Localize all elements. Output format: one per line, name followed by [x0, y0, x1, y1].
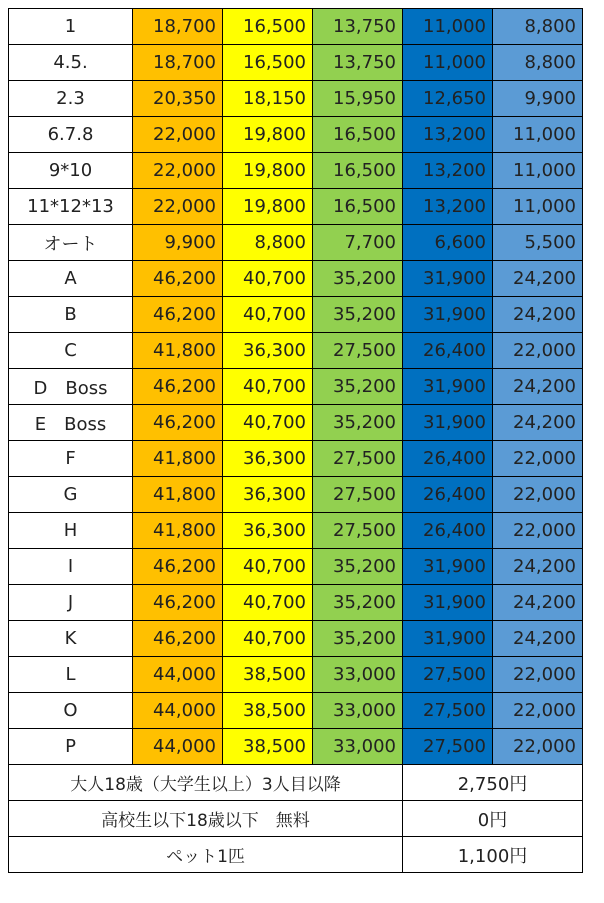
price-cell: 20,350	[133, 81, 223, 117]
price-cell: 8,800	[493, 9, 583, 45]
price-cell: 13,750	[313, 9, 403, 45]
row-label: P	[9, 729, 133, 765]
table-row	[9, 693, 583, 729]
price-cell: 35,200	[313, 297, 403, 333]
price-cell: 27,500	[313, 333, 403, 369]
table-row	[9, 225, 583, 261]
table-row	[9, 333, 583, 369]
footer-value: 0円	[403, 801, 583, 837]
table-row	[9, 297, 583, 333]
price-cell: 41,800	[133, 477, 223, 513]
footer-value: 2,750円	[403, 765, 583, 801]
price-cell: 31,900	[403, 369, 493, 405]
table-row	[9, 369, 583, 405]
price-cell: 35,200	[313, 585, 403, 621]
table-row	[9, 621, 583, 657]
price-cell: 22,000	[133, 117, 223, 153]
price-cell: 18,700	[133, 45, 223, 81]
price-cell: 27,500	[403, 729, 493, 765]
price-cell: 38,500	[223, 693, 313, 729]
price-cell: 31,900	[403, 621, 493, 657]
price-cell: 9,900	[133, 225, 223, 261]
price-cell: 26,400	[403, 513, 493, 549]
price-cell: 18,150	[223, 81, 313, 117]
table-row	[9, 585, 583, 621]
row-label: 6.7.8	[9, 117, 133, 153]
price-cell: 13,200	[403, 117, 493, 153]
price-cell: 33,000	[313, 693, 403, 729]
price-cell: 44,000	[133, 693, 223, 729]
table-row	[9, 657, 583, 693]
price-cell: 27,500	[403, 693, 493, 729]
price-cell: 11,000	[493, 153, 583, 189]
row-label: D Boss	[9, 369, 133, 405]
row-label: E Boss	[9, 405, 133, 441]
footer-value: 1,100円	[403, 837, 583, 873]
price-cell: 8,800	[493, 45, 583, 81]
price-cell: 18,700	[133, 9, 223, 45]
price-cell: 16,500	[313, 189, 403, 225]
price-cell: 24,200	[493, 405, 583, 441]
table-row	[9, 477, 583, 513]
row-label: K	[9, 621, 133, 657]
price-cell: 27,500	[313, 513, 403, 549]
price-cell: 22,000	[493, 513, 583, 549]
table-row	[9, 45, 583, 81]
row-label: O	[9, 693, 133, 729]
row-label: G	[9, 477, 133, 513]
price-cell: 24,200	[493, 297, 583, 333]
price-cell: 40,700	[223, 369, 313, 405]
price-cell: 46,200	[133, 585, 223, 621]
price-cell: 33,000	[313, 657, 403, 693]
price-cell: 46,200	[133, 621, 223, 657]
row-label: 4.5.	[9, 45, 133, 81]
price-cell: 46,200	[133, 261, 223, 297]
price-cell: 24,200	[493, 549, 583, 585]
footer-label: 高校生以下18歳以下 無料	[9, 801, 403, 837]
price-cell: 31,900	[403, 261, 493, 297]
price-cell: 41,800	[133, 333, 223, 369]
price-cell: 35,200	[313, 369, 403, 405]
price-table-body	[9, 9, 583, 873]
price-cell: 26,400	[403, 441, 493, 477]
price-cell: 24,200	[493, 261, 583, 297]
price-cell: 40,700	[223, 621, 313, 657]
price-cell: 26,400	[403, 477, 493, 513]
price-cell: 13,200	[403, 189, 493, 225]
row-label: C	[9, 333, 133, 369]
price-cell: 22,000	[133, 153, 223, 189]
price-cell: 27,500	[403, 657, 493, 693]
price-cell: 36,300	[223, 333, 313, 369]
table-row	[9, 549, 583, 585]
price-cell: 40,700	[223, 261, 313, 297]
price-cell: 36,300	[223, 513, 313, 549]
price-cell: 41,800	[133, 441, 223, 477]
row-label: I	[9, 549, 133, 585]
price-cell: 31,900	[403, 585, 493, 621]
footer-label: ペット1匹	[9, 837, 403, 873]
price-cell: 33,000	[313, 729, 403, 765]
price-cell: 24,200	[493, 585, 583, 621]
price-cell: 40,700	[223, 297, 313, 333]
price-cell: 38,500	[223, 657, 313, 693]
price-cell: 36,300	[223, 441, 313, 477]
price-cell: 31,900	[403, 297, 493, 333]
price-cell: 22,000	[493, 729, 583, 765]
row-label: 2.3	[9, 81, 133, 117]
table-row	[9, 9, 583, 45]
footer-row	[9, 765, 583, 801]
price-cell: 11,000	[403, 45, 493, 81]
price-cell: 35,200	[313, 549, 403, 585]
price-cell: 41,800	[133, 513, 223, 549]
table-row	[9, 153, 583, 189]
price-table	[8, 8, 583, 873]
price-cell: 27,500	[313, 441, 403, 477]
price-cell: 40,700	[223, 585, 313, 621]
row-label: 11*12*13	[9, 189, 133, 225]
row-label: オート	[9, 225, 133, 261]
price-cell: 22,000	[493, 333, 583, 369]
footer-row	[9, 801, 583, 837]
price-cell: 35,200	[313, 405, 403, 441]
table-row	[9, 81, 583, 117]
price-cell: 11,000	[493, 189, 583, 225]
price-cell: 15,950	[313, 81, 403, 117]
row-label: H	[9, 513, 133, 549]
row-label: B	[9, 297, 133, 333]
table-row	[9, 729, 583, 765]
table-row	[9, 117, 583, 153]
price-cell: 31,900	[403, 405, 493, 441]
price-cell: 8,800	[223, 225, 313, 261]
row-label: L	[9, 657, 133, 693]
price-cell: 11,000	[493, 117, 583, 153]
price-cell: 26,400	[403, 333, 493, 369]
price-cell: 27,500	[313, 477, 403, 513]
price-cell: 22,000	[493, 693, 583, 729]
price-cell: 19,800	[223, 153, 313, 189]
price-cell: 46,200	[133, 549, 223, 585]
price-cell: 5,500	[493, 225, 583, 261]
table-row	[9, 189, 583, 225]
price-cell: 35,200	[313, 621, 403, 657]
price-cell: 38,500	[223, 729, 313, 765]
row-label: F	[9, 441, 133, 477]
price-cell: 44,000	[133, 657, 223, 693]
price-cell: 22,000	[493, 477, 583, 513]
row-label: 9*10	[9, 153, 133, 189]
price-cell: 16,500	[313, 153, 403, 189]
price-cell: 22,000	[133, 189, 223, 225]
price-cell: 22,000	[493, 657, 583, 693]
price-cell: 16,500	[313, 117, 403, 153]
row-label: A	[9, 261, 133, 297]
price-cell: 9,900	[493, 81, 583, 117]
table-row	[9, 405, 583, 441]
price-cell: 19,800	[223, 117, 313, 153]
price-cell: 12,650	[403, 81, 493, 117]
price-table-container	[8, 8, 583, 873]
price-cell: 7,700	[313, 225, 403, 261]
price-cell: 40,700	[223, 405, 313, 441]
price-cell: 36,300	[223, 477, 313, 513]
price-cell: 22,000	[493, 441, 583, 477]
table-row	[9, 513, 583, 549]
price-cell: 19,800	[223, 189, 313, 225]
price-cell: 44,000	[133, 729, 223, 765]
price-cell: 16,500	[223, 45, 313, 81]
price-cell: 24,200	[493, 369, 583, 405]
price-cell: 31,900	[403, 549, 493, 585]
footer-row	[9, 837, 583, 873]
row-label: J	[9, 585, 133, 621]
price-cell: 16,500	[223, 9, 313, 45]
price-cell: 46,200	[133, 297, 223, 333]
table-row	[9, 261, 583, 297]
table-row	[9, 441, 583, 477]
row-label: 1	[9, 9, 133, 45]
price-cell: 6,600	[403, 225, 493, 261]
price-cell: 11,000	[403, 9, 493, 45]
price-cell: 40,700	[223, 549, 313, 585]
price-cell: 35,200	[313, 261, 403, 297]
price-cell: 46,200	[133, 369, 223, 405]
price-cell: 13,200	[403, 153, 493, 189]
footer-label: 大人18歳（大学生以上）3人目以降	[9, 765, 403, 801]
price-cell: 24,200	[493, 621, 583, 657]
price-cell: 13,750	[313, 45, 403, 81]
price-cell: 46,200	[133, 405, 223, 441]
